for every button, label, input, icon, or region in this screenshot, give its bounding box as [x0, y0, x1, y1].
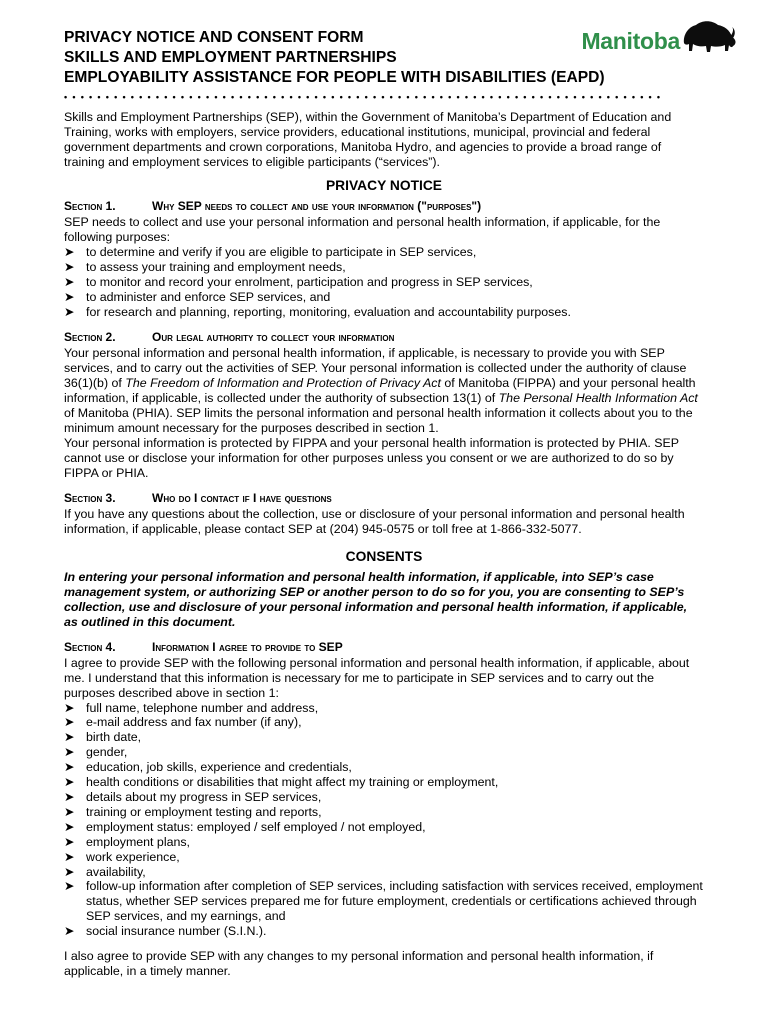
dotted-divider: ••••••••••••••••••••••••••••••••••••••••••••••••••••••••••••••••••••••••: [64, 92, 666, 102]
section-4-body: I agree to provide SEP with the following personal information and personal health information, if applicable, about me. I understand that this information is necessary for me to participate in SEP services and to carry out the purposes described above in section 1:: [64, 655, 690, 700]
title-line-1: PRIVACY NOTICE AND CONSENT FORM: [64, 29, 364, 46]
arrow-bullet-icon: ➤: [64, 259, 75, 274]
intro-paragraph: Skills and Employment Partnerships (SEP), within the Government of Manitoba’s Department of Education and Training, works with employers, service providers, educational institutions, municipal, provincial and federal government departments and crown corporations, Manitoba Hydro, and agencies to provide a broad range of training and employment services to eligible participants (“services”).: [64, 110, 672, 169]
section-4-heading: [64, 640, 704, 656]
document-page: [64, 28, 704, 979]
section-3-title: Who do I contact if I have questions: [152, 490, 332, 505]
title-line-2: SKILLS AND EMPLOYMENT PARTNERSHIPS: [64, 49, 397, 66]
list-item: ➤ details about my progress in SEP services,: [64, 789, 322, 804]
arrow-bullet-icon: ➤: [64, 789, 75, 804]
list-item: ➤ training or employment testing and reports,: [64, 804, 322, 819]
list-item: ➤ birth date,: [64, 730, 142, 745]
bison-icon: [680, 17, 738, 55]
list-item: ➤ employment plans,: [64, 834, 190, 849]
arrow-bullet-icon: ➤: [64, 715, 75, 730]
consent-statement: In entering your personal information and personal health information, if applicable, into SEP’s case management system, or authorizing SEP or another person to do so for you, you are consenting to SEP’s collection, use and disclosure of your personal information and personal health information, if applicable, as outlined in this document.: [64, 569, 688, 629]
section-2-title: Our legal authority to collect your information: [152, 329, 395, 344]
arrow-bullet-icon: ➤: [64, 864, 75, 879]
arrow-bullet-icon: ➤: [64, 289, 75, 304]
list-item: ➤ work experience,: [64, 849, 180, 864]
list-item: ➤ social insurance number (S.I.N.).: [64, 924, 267, 939]
list-item: ➤ to monitor and record your enrolment, participation and progress in SEP services,: [64, 274, 533, 289]
arrow-bullet-icon: ➤: [64, 804, 75, 819]
section-4-number: Section 4.: [64, 639, 116, 654]
section-2-heading: [64, 330, 704, 346]
list-item: ➤ full name, telephone number and address,: [64, 700, 319, 715]
list-item: ➤ education, job skills, experience and credentials,: [64, 760, 352, 775]
arrow-bullet-icon: ➤: [64, 819, 75, 834]
information-list: [64, 701, 704, 940]
arrow-bullet-icon: ➤: [64, 760, 75, 775]
list-item: ➤ availability,: [64, 864, 146, 879]
list-item: ➤ to determine and verify if you are eligible to participate in SEP services,: [64, 245, 477, 259]
phia-act-title: The Personal Health Information Act: [498, 390, 698, 405]
section-3-number: Section 3.: [64, 490, 116, 505]
list-item: ➤ for research and planning, reporting, monitoring, evaluation and accountability purposes.: [64, 304, 571, 319]
logo-wordmark: Manitoba: [581, 28, 680, 54]
list-item: ➤ e-mail address and fax number (if any),: [64, 715, 302, 730]
section-4-closing: I also agree to provide SEP with any changes to my personal information and personal health information, if applicable, in a timely manner.: [64, 949, 654, 979]
arrow-bullet-icon: ➤: [64, 730, 75, 745]
arrow-bullet-icon: ➤: [64, 924, 75, 939]
section-1-heading: [64, 199, 704, 215]
arrow-bullet-icon: ➤: [64, 879, 75, 894]
list-item: ➤ to administer and enforce SEP services, and: [64, 289, 331, 304]
section-4-title: Information I agree to provide to SEP: [152, 639, 343, 654]
arrow-bullet-icon: ➤: [64, 700, 75, 715]
section-2-number: Section 2.: [64, 329, 116, 344]
section-3-heading: [64, 491, 704, 507]
list-item: ➤ to assess your training and employment needs,: [64, 259, 346, 274]
arrow-bullet-icon: ➤: [64, 245, 75, 259]
arrow-bullet-icon: ➤: [64, 775, 75, 790]
section-1-title: Why SEP needs to collect and use your information ("purposes"): [152, 199, 482, 213]
arrow-bullet-icon: ➤: [64, 745, 75, 760]
list-item: ➤ employment status: employed / self employed / not employed,: [64, 819, 426, 834]
section-2-body: Your personal information and personal health information, if applicable, is necessary to provide you with SEP services, and to carry out the activities of SEP. Your personal information is collected under the authority of clause 36(1)(b) of The Freedom of Information and Protection of Privacy Act of Manitoba (FIPPA) and your personal health information, if applicable, is collected under the authority of subsection 13(1) of The Personal Health Information Act of Manitoba (PHIA). SEP limits the personal information and personal health information it collects about you to the minimum amount necessary for the purposes described in section 1.: [64, 345, 698, 435]
section-2-protection: Your personal information is protected by FIPPA and your personal health information is protected by PHIA. SEP cannot use or disclose your information for other purposes unless you consent or we are authorized to do so by FIPPA or PHIA.: [64, 435, 679, 480]
manitoba-logo: [581, 17, 738, 55]
section-1-body: SEP needs to collect and use your personal information and personal health information, if applicable, for the following purposes:: [64, 215, 661, 244]
consents-heading: CONSENTS: [345, 548, 423, 564]
arrow-bullet-icon: ➤: [64, 274, 75, 289]
document-header: [64, 28, 704, 88]
title-line-3: EMPLOYABILITY ASSISTANCE FOR PEOPLE WITH DISABILITIES (EAPD): [64, 69, 605, 86]
arrow-bullet-icon: ➤: [64, 304, 75, 319]
list-item: ➤ gender,: [64, 745, 128, 760]
fippa-act-title: The Freedom of Information and Protection of Privacy Act: [125, 375, 441, 390]
privacy-notice-heading: PRIVACY NOTICE: [325, 178, 442, 193]
arrow-bullet-icon: ➤: [64, 834, 75, 849]
list-item: ➤ follow-up information after completion of SEP services, including satisfaction with services received, employment status, whether SEP services prepared me for future employment, credentials or certifications achieved through SEP services, and my earnings, and: [64, 879, 703, 924]
list-item: ➤ health conditions or disabilities that might affect my training or employment,: [64, 775, 499, 790]
purposes-list: [64, 245, 704, 320]
section-3-body: If you have any questions about the collection, use or disclosure of your personal information and personal health information, if applicable, please contact SEP at (204) 945-0575 or toll free at 1-866-332-5077.: [64, 506, 685, 536]
arrow-bullet-icon: ➤: [64, 849, 75, 864]
section-1-number: Section 1.: [64, 199, 116, 213]
